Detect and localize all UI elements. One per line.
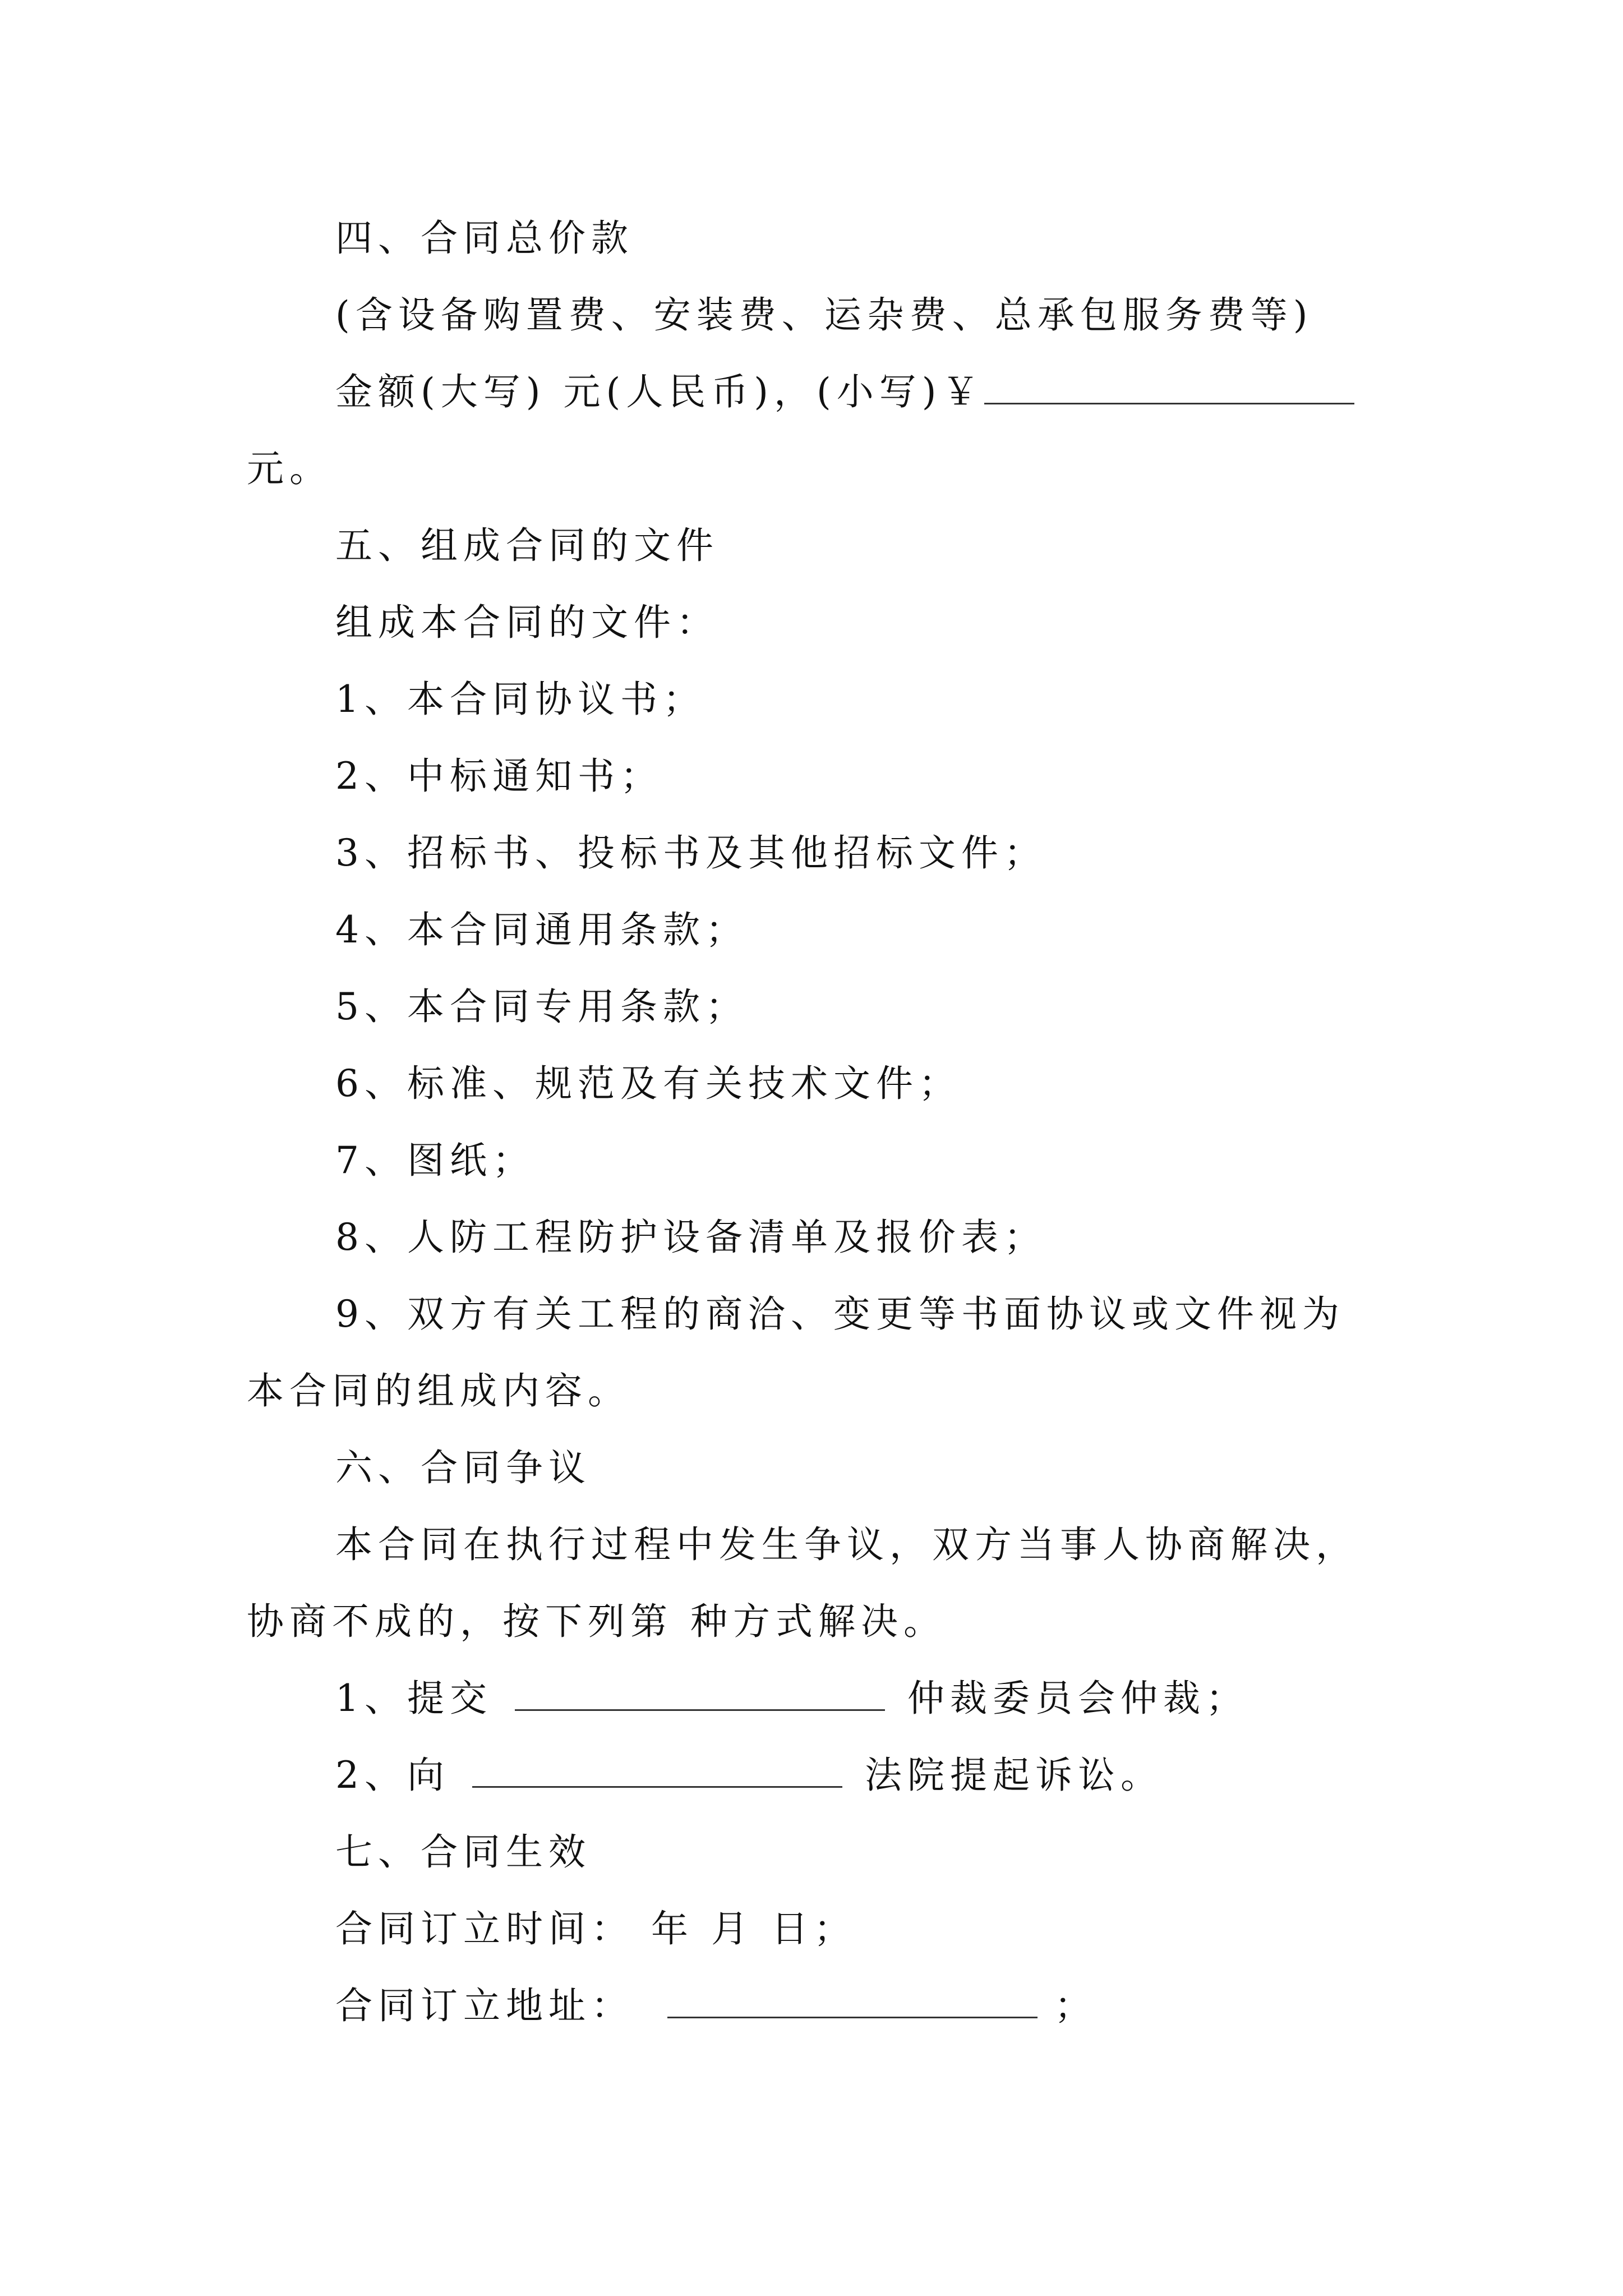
- court-blank: [472, 1755, 842, 1788]
- section-5-item: 5、本合同专用条款；: [335, 985, 748, 1028]
- section-5-item: 9、双方有关工程的商洽、变更等书面协议或文件视为: [335, 1292, 1345, 1336]
- section-5-title: 五、组成合同的文件: [335, 524, 719, 567]
- place-label: 合同订立地址：: [335, 1984, 634, 2027]
- section-6-text-continuation: 协商不成的，按下列第 种方式解决。: [247, 1600, 946, 1643]
- section-5-item: 8、人防工程防护设备清单及报价表；: [335, 1216, 1046, 1259]
- section-7-date: 合同订立时间： 年 月 日；: [335, 1907, 856, 1950]
- section-6-option-arbitration: [335, 1676, 1248, 1721]
- arbitration-blank: [515, 1678, 885, 1711]
- section-5-item-continuation: 本合同的组成内容。: [247, 1369, 630, 1412]
- section-7-title: 七、合同生效: [335, 1830, 591, 1874]
- place-blank: [667, 1985, 1038, 2018]
- option-2-suffix: 法院提起诉讼。: [865, 1754, 1163, 1797]
- amount-blank: [984, 371, 1354, 404]
- section-5-item: 3、招标书、投标书及其他招标文件；: [335, 831, 1046, 875]
- section-4-amount-unit: 元。: [247, 447, 332, 490]
- section-5-item: 2、中标通知书；: [335, 754, 663, 798]
- section-5-item: 4、本合同通用条款；: [335, 908, 748, 951]
- section-5-item: 1、本合同协议书；: [335, 678, 706, 721]
- section-4-title: 四、合同总价款: [335, 217, 634, 260]
- section-6-title: 六、合同争议: [335, 1446, 591, 1489]
- section-5-item: 6、标准、规范及有关技术文件；: [335, 1062, 961, 1105]
- option-1-prefix: 1、提交: [335, 1677, 492, 1720]
- amount-prefix: 金额(大写) 元(人民币)，(小写)￥: [335, 370, 985, 413]
- section-5-intro: 组成本合同的文件：: [335, 601, 719, 644]
- option-2-prefix: 2、向: [335, 1754, 450, 1797]
- section-6-option-court: [335, 1753, 1163, 1798]
- section-6-text: 本合同在执行过程中发生争议，双方当事人协商解决，: [335, 1523, 1358, 1566]
- section-4-scope: (含设备购置费、安装费、运杂费、总承包服务费等): [335, 293, 1313, 337]
- place-suffix: ；: [1054, 1984, 1097, 2027]
- section-7-place: [335, 1984, 1097, 2028]
- section-5-item: 7、图纸；: [335, 1139, 535, 1182]
- section-4-amount: [335, 370, 1354, 415]
- option-1-suffix: 仲裁委员会仲裁；: [907, 1677, 1248, 1720]
